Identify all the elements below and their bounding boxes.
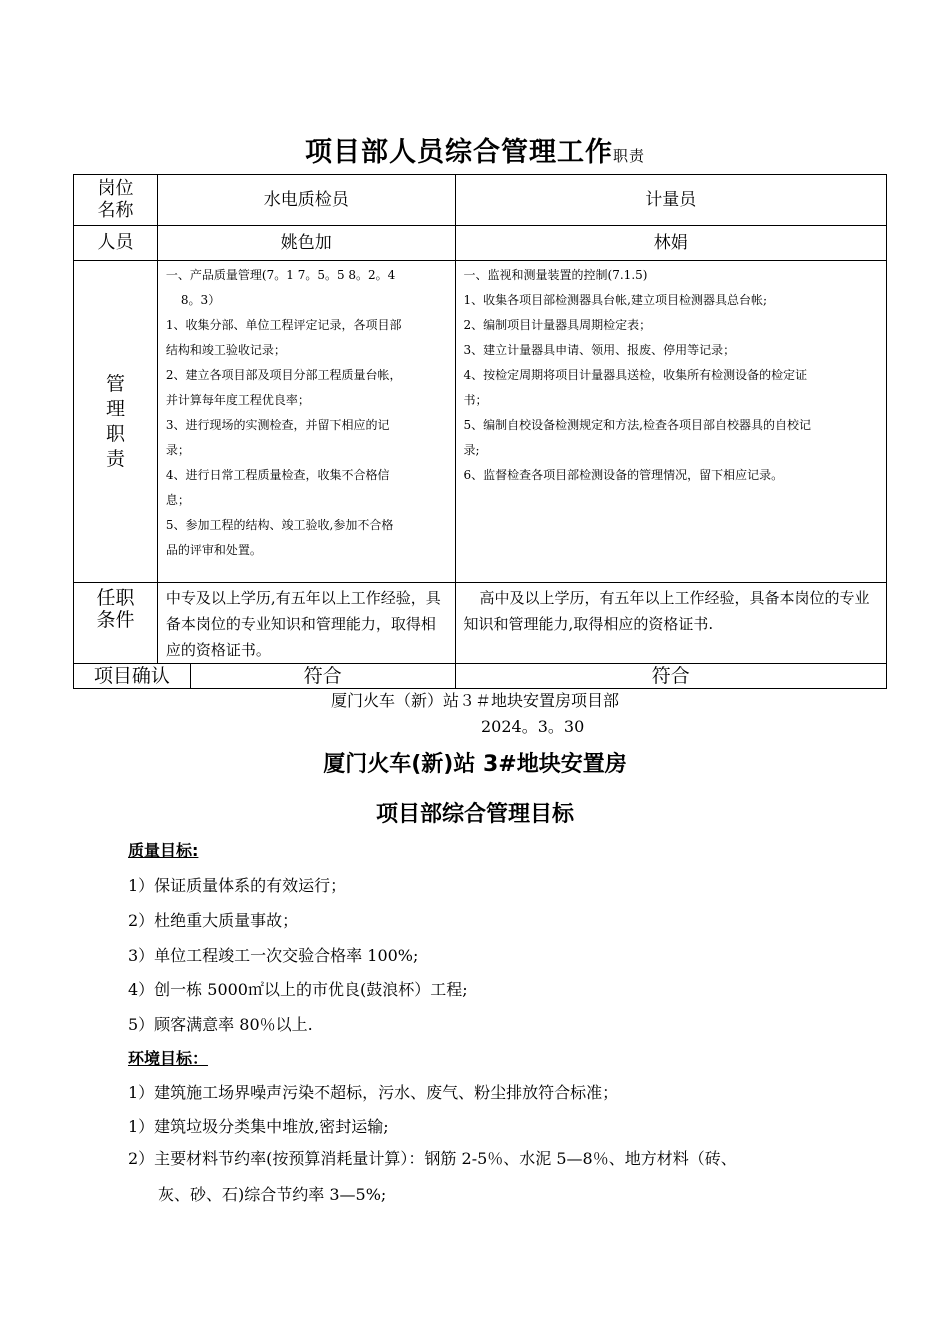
page-title-suffix: 职责 xyxy=(612,147,645,165)
person-col2: 林娟 xyxy=(455,226,886,261)
list-item-line: 2）主要材料节约率(按预算消耗量计算）：钢筋 2-5％、水泥 5—8％、地方材料（砖、 xyxy=(128,1149,737,1168)
duty-line: 6、监督检查各项目部检测设备的管理情况，留下相应记录。 xyxy=(463,468,784,482)
qualification-label: 任职条件 xyxy=(74,583,158,664)
duty-line: 5、参加工程的结构、竣工验收,参加不合格 xyxy=(165,518,394,532)
duty-line: 并计算每年度工程优良率； xyxy=(165,393,310,407)
table-row xyxy=(74,583,887,664)
duty-line: 一、产品质量管理(7。1 7。5。5 8。2。4 xyxy=(165,268,396,282)
duties-col2 xyxy=(455,261,886,583)
qualification-col2: 高中及以上学历，有五年以上工作经验，具备本岗位的专业知识和管理能力,取得相应的资格证书. xyxy=(455,583,886,664)
duty-line: 一、监视和测量装置的控制(7.1.5) xyxy=(463,268,648,282)
list-item: 1）建筑施工场界噪声污染不超标，污水、废气、粉尘排放符合标准； xyxy=(128,1083,619,1102)
goals-title-2: 项目部综合管理目标 xyxy=(375,802,574,827)
table-row xyxy=(74,664,887,689)
person-label: 人员 xyxy=(74,226,158,261)
duty-line: 书； xyxy=(463,393,488,407)
duty-line: 品的评审和处置。 xyxy=(165,543,262,557)
confirm-label: 项目确认 xyxy=(74,664,191,689)
duty-line: 息； xyxy=(165,493,190,507)
duty-line: 3、建立计量器具申请、领用、报废、停用等记录； xyxy=(463,343,736,357)
list-item-line: 灰、砂、石)综合节约率 3—5%; xyxy=(158,1185,387,1204)
duty-line: 5、编制自校设备检测规定和方法,检查各项目部自校器具的自校记 xyxy=(463,418,811,432)
duty-table xyxy=(73,174,887,689)
duty-line: 结构和竣工验收记录； xyxy=(165,343,286,357)
footer-org: 厦门火车（新）站３＃地块安置房项目部 xyxy=(330,691,619,710)
duty-line: 录; xyxy=(463,443,480,457)
position-label: 岗位名称 xyxy=(74,175,158,226)
person-col1: 姚色加 xyxy=(157,226,455,261)
duty-line: 1、收集各项目部检测器具台帐,建立项目检测器具总台帐; xyxy=(463,293,768,307)
list-item: 2）杜绝重大质量事故； xyxy=(128,911,299,930)
duty-line: 2、建立各项目部及项目分部工程质量台帐， xyxy=(165,368,402,382)
list-item xyxy=(128,1141,868,1213)
list-item: 4）创一栋 5000㎡以上的市优良(鼓浪杯）工程; xyxy=(128,980,468,999)
table-row xyxy=(74,175,887,226)
table-row xyxy=(74,261,887,583)
position-col2: 计量员 xyxy=(455,175,886,226)
duty-line: 4、进行日常工程质量检查，收集不合格信 xyxy=(165,468,390,482)
duties-col1 xyxy=(157,261,455,583)
table-row xyxy=(74,226,887,261)
duty-line: 4、按检定周期将项目计量器具送检，收集所有检测设备的检定证 xyxy=(463,368,808,382)
list-item: 1）建筑垃圾分类集中堆放,密封运输; xyxy=(128,1117,389,1136)
confirm-col2: 符合 xyxy=(455,664,886,689)
footer-date: 2024。3。30 xyxy=(481,717,585,736)
page-title xyxy=(0,130,950,169)
goals-title-1: 厦门火车(新)站 3#地块安置房 xyxy=(323,752,627,777)
quality-heading: 质量目标: xyxy=(128,841,199,860)
list-item: 5）顾客满意率 80％以上. xyxy=(128,1015,313,1034)
qualification-col1: 中专及以上学历,有五年以上工作经验，具备本岗位的专业知识和管理能力，取得相应的资格证书。 xyxy=(157,583,455,664)
page-title-main: 项目部人员综合管理工作 xyxy=(304,137,613,168)
confirm-col1: 符合 xyxy=(190,664,455,689)
duty-line: 2、编制项目计量器具周期检定表； xyxy=(463,318,652,332)
duty-line: 录； xyxy=(165,443,190,457)
duty-line: 8。3） xyxy=(180,293,221,307)
position-col1: 水电质检员 xyxy=(157,175,455,226)
duty-line: 1、收集分部、单位工程评定记录，各项目部 xyxy=(165,318,402,332)
duty-line: 3、进行现场的实测检查，并留下相应的记 xyxy=(165,418,390,432)
duties-label: 管理职责 xyxy=(74,261,158,583)
list-item: 3）单位工程竣工一次交验合格率 100%; xyxy=(128,946,419,965)
environment-heading: 环境目标： xyxy=(128,1049,209,1068)
list-item: 1）保证质量体系的有效运行； xyxy=(128,876,347,895)
